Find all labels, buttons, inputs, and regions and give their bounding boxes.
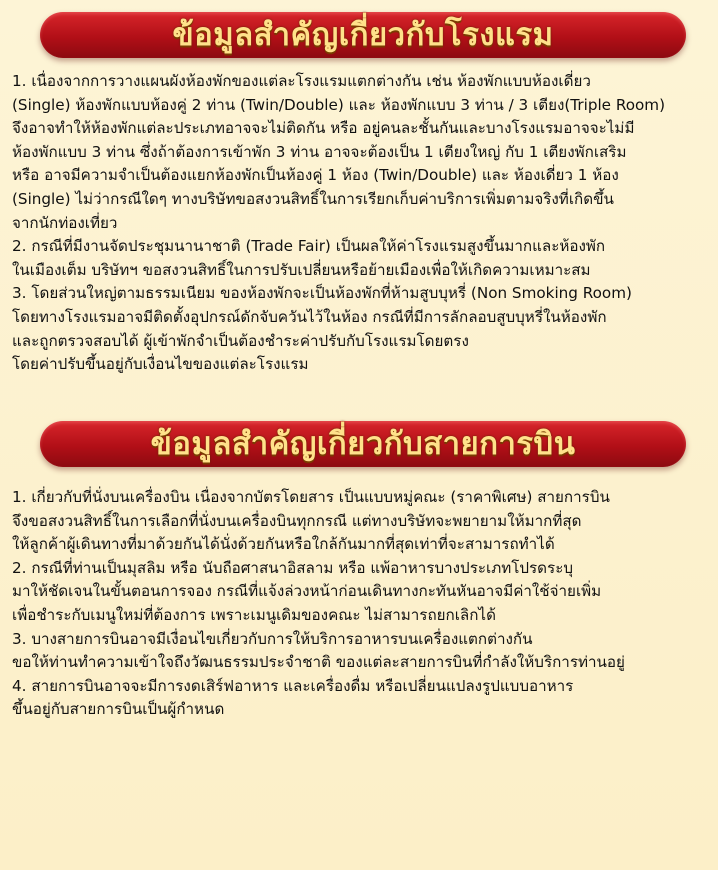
hotel-line: 1. เนื่องจากการวางแผนผังห้องพักของแต่ละโรงแรมแตกต่างกัน เช่น ห้องพักแบบห้องเดี่ยว xyxy=(12,72,591,90)
hotel-line: หรือ อาจมีความจำเป็นต้องแยกห้องพักเป็นห้องคู่ 1 ห้อง (Twin/Double) และ ห้องเดี่ยว 1 ห้อง xyxy=(12,166,619,185)
airline-line: ให้ลูกค้าผู้เดินทางที่มาด้วยกันได้นั่งด้วยกันหรือใกล้กันมากที่สุดเท่าที่จะสามารถทำได้ xyxy=(12,535,555,554)
airline-info-text xyxy=(12,486,710,722)
hotel-line: ห้องพักแบบ 3 ท่าน ซึ่งถ้าต้องการเข้าพัก 3 ท่าน อาจจะต้องเป็น 1 เตียงใหญ่ กับ 1 เตียงพักเสริม xyxy=(12,142,627,161)
airline-line: 3. บางสายการบินอาจมีเงื่อนไขเกี่ยวกับการให้บริการอาหารบนเครื่องแตกต่างกัน xyxy=(12,629,533,648)
airline-line: จึงขอสงวนสิทธิ์ในการเลือกที่นั่งบนเครื่องบินทุกกรณี แต่ทางบริษัทจะพยายามให้มากที่สุด xyxy=(12,511,582,530)
hotel-line: จากนักท่องเที่ยว xyxy=(12,213,118,232)
hotel-line: จึงอาจทำให้ห้องพักแต่ละประเภทอาจจะไม่ติดกัน หรือ อยู่คนละชั้นกันและบางโรงแรมอาจจะไม่มี xyxy=(12,119,635,138)
hotel-line: 3. โดยส่วนใหญ่ตามธรรมเนียม ของห้องพักจะเป็นห้องพักที่ห้ามสูบบุหรี่ (Non Smoking Room) xyxy=(12,284,632,303)
airline-line: เพื่อชำระกับเมนูใหม่ที่ต้องการ เพราะเมนูเดิมของคณะ ไม่สามารถยกเลิกได้ xyxy=(12,605,496,624)
airline-line: 1. เกี่ยวกับที่นั่งบนเครื่องบิน เนื่องจากบัตรโดยสาร เป็นแบบหมู่คณะ (ราคาพิเศษ) สายการบิน xyxy=(12,488,610,506)
airline-info-banner xyxy=(40,421,686,467)
airline-line: 2. กรณีที่ท่านเป็นมุสลิม หรือ นับถือศาสนาอิสลาม หรือ แพ้อาหารบางประเภทโปรดระบุ xyxy=(12,558,573,577)
hotel-info-banner xyxy=(40,12,686,58)
airline-line: มาให้ชัดเจนในขั้นตอนการจอง กรณีที่แจ้งล่วงหน้าก่อนเดินทางกะทันหันอาจมีค่าใช้จ่ายเพิ่ม xyxy=(12,582,602,601)
airline-line: ขอให้ท่านทำความเข้าใจถึงวัฒนธรรมประจำชาติ ของแต่ละสายการบินที่กำลังให้บริการท่านอยู่ xyxy=(12,653,625,672)
hotel-line: และถูกตรวจสอบได้ ผู้เข้าพักจำเป็นต้องชำระค่าปรับกับโรงแรมโดยตรง xyxy=(12,331,469,350)
airline-info-title: ข้อมูลสำคัญเกี่ยวกับสายการบิน xyxy=(150,425,576,462)
hotel-line: 2. กรณีที่มีงานจัดประชุมนานาชาติ (Trade Fair) เป็นผลให้ค่าโรงแรมสูงขึ้นมากและห้องพัก xyxy=(12,237,606,256)
hotel-line: (Single) ห้องพักแบบห้องคู่ 2 ท่าน (Twin/Double) และ ห้องพักแบบ 3 ท่าน / 3 เตียง(Triple Room) xyxy=(12,95,666,114)
hotel-info-text xyxy=(12,70,710,377)
hotel-line: โดยทางโรงแรมอาจมีติดตั้งอุปกรณ์ดักจับควันไว้ในห้อง กรณีที่มีการลักลอบสูบบุหรี่ในห้องพัก xyxy=(12,307,607,326)
airline-line: 4. สายการบินอาจจะมีการงดเสิร์ฟอาหาร และเครื่องดื่ม หรือเปลี่ยนแปลงรูปแบบอาหาร xyxy=(12,676,574,695)
airline-line: ขึ้นอยู่กับสายการบินเป็นผู้กำหนด xyxy=(12,700,225,719)
hotel-info-title: ข้อมูลสำคัญเกี่ยวกับโรงแรม xyxy=(172,16,554,53)
hotel-line: (Single) ไม่ว่ากรณีใดๆ ทางบริษัทขอสงวนสิทธิ์ในการเรียกเก็บค่าบริการเพิ่มตามจริงที่เกิดขึ้น xyxy=(12,189,614,208)
hotel-line: โดยค่าปรับขึ้นอยู่กับเงื่อนไขของแต่ละโรงแรม xyxy=(12,355,309,374)
hotel-line: ในเมืองเต็ม บริษัทฯ ขอสงวนสิทธิ์ในการปรับเปลี่ยนหรือย้ายเมืองเพื่อให้เกิดความเหมาะสม xyxy=(12,260,591,279)
